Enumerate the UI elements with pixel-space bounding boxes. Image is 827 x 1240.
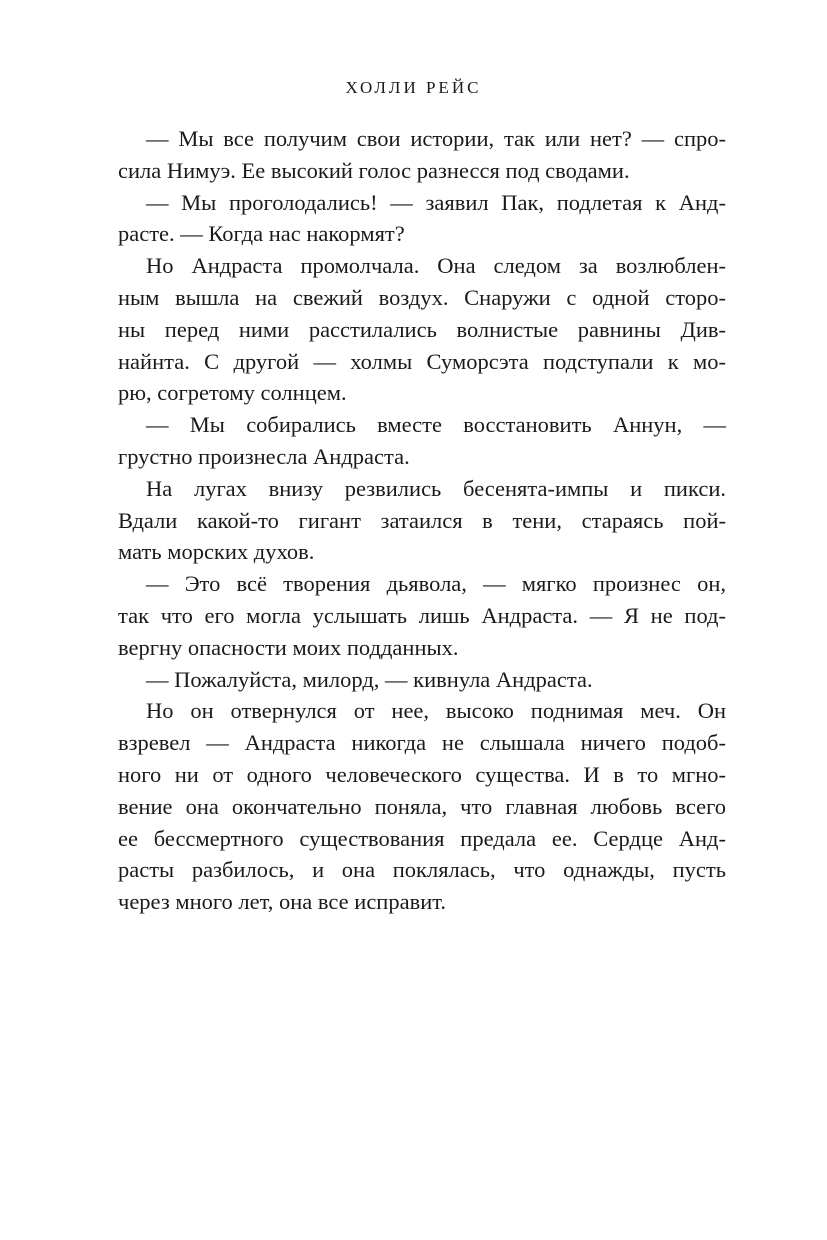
text-line: взревел — Андраста никогда не слышала ничего подоб- (118, 730, 726, 756)
text-line: расте. — Когда нас накормят? (118, 221, 405, 247)
text-line: ны перед ними расстилались волнистые равнины Див- (118, 316, 726, 342)
text-line: ее бессмертного существования предала ее. Сердце Анд- (118, 825, 726, 851)
text-line: ного ни от одного человеческого существа. И в то мгно- (118, 761, 726, 787)
text-line: — Мы проголодались! — заявил Пак, подлетая к Анд- (146, 189, 726, 215)
text-line: — Мы все получим свои истории, так или нет? — спро- (146, 126, 726, 151)
text-line: — Это всё творения дьявола, — мягко произнес он, (146, 571, 726, 597)
text-line: ным вышла на свежий воздух. Снаружи с одной сторо- (118, 284, 726, 310)
text-line: вергну опасности моих подданных. (118, 634, 459, 660)
running-head: ХОЛЛИ РЕЙС (345, 78, 482, 97)
text-line: Но он отвернулся от нее, высоко поднимая меч. Он (146, 698, 726, 724)
text-line: Вдали какой-то гигант затаился в тени, стараясь пой- (118, 507, 726, 533)
text-line: мать морских духов. (118, 539, 315, 565)
text-line: вение она окончательно поняла, что главная любовь всего (118, 793, 726, 819)
body-text (118, 123, 726, 918)
text-line: грустно произнесла Андраста. (118, 443, 410, 469)
text-line: — Мы собирались вместе восстановить Аннун, — (146, 412, 726, 438)
text-line: На лугах внизу резвились бесенята-импы и пикси. (146, 475, 726, 501)
text-line: Но Андраста промолчала. Она следом за возлюблен- (146, 253, 726, 279)
text-line: найнта. С другой — холмы Суморсэта подступали к мо- (118, 348, 726, 374)
text-line: — Пожалуйста, милорд, — кивнула Андраста. (146, 666, 593, 692)
text-line: расты разбилось, и она поклялась, что однажды, пусть (118, 857, 726, 883)
text-line: рю, согретому солнцем. (118, 380, 347, 406)
text-line: сила Нимуэ. Ее высокий голос разнесся под сводами. (118, 157, 630, 183)
text-line: так что его могла услышать лишь Андраста. — Я не под- (118, 602, 726, 628)
text-line: через много лет, она все исправит. (118, 889, 447, 915)
